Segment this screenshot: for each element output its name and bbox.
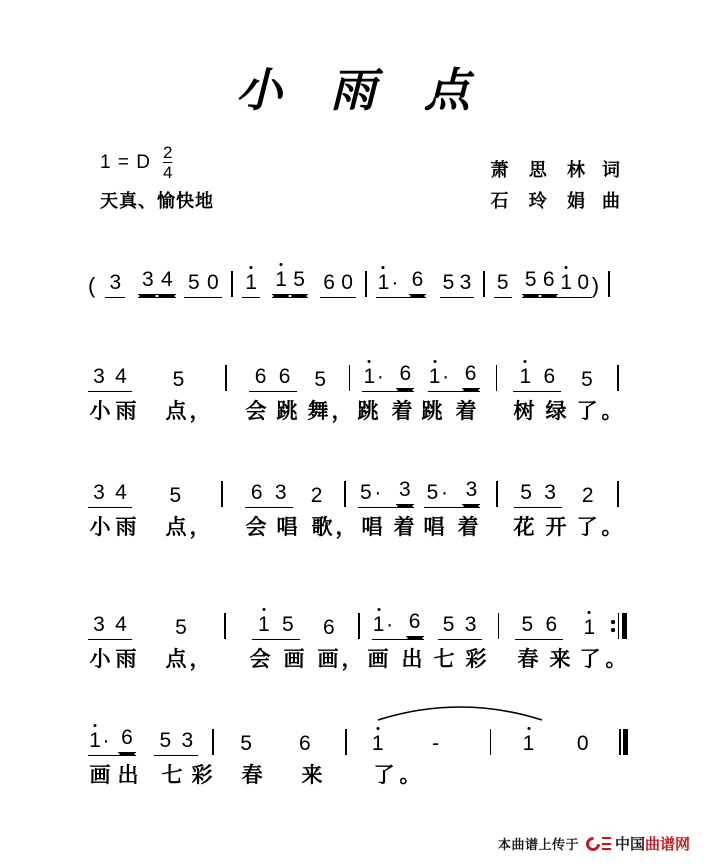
note-l2-m3-1: 5 [360, 481, 372, 504]
lyric-char: 点 [165, 515, 187, 539]
note-l1-m3-2: 6 [396, 362, 414, 389]
note-l1-m1-1: 3 [93, 365, 105, 388]
lyric-char: 点 [165, 647, 187, 671]
qupu-logo-icon [586, 837, 611, 851]
note-intro-m4-1: 5 [494, 271, 512, 298]
note-l3-m1-2: 4 [115, 613, 127, 636]
note-intro-m3-2: 6 [409, 268, 426, 295]
beam-group-l3-m1 [88, 613, 132, 640]
lyric-char: 七 [433, 647, 455, 671]
note-l2-m4-1: 5 [520, 481, 532, 504]
note-l3-m4-3: 1 [579, 616, 599, 640]
note-intro-m2-4: 6 [323, 271, 335, 294]
lyric-char: ， [189, 647, 211, 671]
lyric-char: 春 [241, 763, 263, 787]
lyric-char: 。 [605, 647, 627, 671]
lyric-char: 小 [89, 399, 111, 423]
beam-group-l2-m3b [424, 478, 480, 508]
brand-name-part2: 曲谱网 [644, 835, 690, 853]
lyric-char: 来 [549, 647, 571, 671]
music-system-3 [88, 600, 628, 676]
note-intro-m4-4: 1 [558, 271, 575, 295]
lyric-char: 树 [513, 399, 535, 423]
note-l3-m3-4: 3 [464, 613, 477, 636]
note-l2-m1-2: 4 [115, 481, 127, 504]
lyric-char: 着 [457, 515, 479, 539]
note-intro-m1-1: 3 [105, 271, 125, 298]
repeat-end-barline [618, 613, 627, 639]
composer-credit [490, 186, 620, 217]
note-l3-m1-3: 5 [175, 616, 187, 639]
dotted-rhythm-dot: · [440, 481, 448, 504]
lyric-char: 会 [245, 515, 267, 539]
note-l1-m4-2: 6 [543, 365, 556, 388]
note-row-3 [88, 600, 628, 640]
beam-group-l4-m1b [154, 729, 198, 756]
note-row-1 [88, 352, 628, 392]
footer-attribution [498, 833, 690, 854]
note-intro-m1-4: 5 [187, 271, 200, 294]
beam-group-intro-m4a [522, 268, 558, 298]
barline [496, 365, 498, 391]
beam-group-l2-m1 [88, 481, 132, 508]
beam-group-intro-m2b [320, 271, 356, 298]
lyric-char: 雨 [115, 399, 137, 423]
beam-group-l1-m3b [428, 362, 480, 392]
lyric-char: 春 [517, 647, 539, 671]
barline [490, 729, 492, 755]
barline [617, 481, 619, 507]
note-l3-m4-2: 6 [545, 613, 558, 636]
lyric-char: 彩 [465, 647, 487, 671]
note-l3-m1-1: 3 [93, 613, 105, 636]
lyric-char: 雨 [115, 515, 137, 539]
beam-group-l3-m3a [372, 610, 424, 640]
beam-group-intro-m1b [184, 271, 222, 298]
sustain-dash: - [432, 732, 440, 755]
lyric-char: 了 [576, 515, 598, 539]
note-l3-m4-1: 5 [521, 613, 534, 636]
lyric-char: ， [331, 399, 353, 423]
note-l2-m3-3: 5 [426, 481, 439, 504]
lyric-char: 会 [249, 647, 271, 671]
repeat-barline-dots-icon [611, 613, 614, 639]
intro-open-paren: ( [88, 273, 96, 298]
beam-group-intro-m3a [376, 268, 426, 298]
beam-group-l2-m3a [358, 478, 414, 508]
lyric-char: 着 [455, 399, 477, 423]
note-l1-m1-3: 5 [172, 368, 185, 391]
key-and-time-signature [100, 142, 360, 182]
lyric-char: ， [189, 515, 211, 539]
note-l4-m1-3: 5 [159, 729, 172, 752]
note-l2-m4-2: 3 [544, 481, 556, 504]
lyric-char: 画 [317, 647, 339, 671]
score-header-credits [490, 155, 620, 217]
note-l4-m4-1: 1 [519, 732, 537, 756]
lyric-char: 花 [513, 515, 535, 539]
note-l3-m3-3: 5 [442, 613, 455, 636]
note-l2-m4-3: 2 [581, 484, 594, 507]
note-l4-m4-2: 0 [576, 732, 589, 755]
barline [345, 729, 347, 755]
lyric-char: 七 [161, 763, 183, 787]
note-l2-m2-2: 3 [274, 481, 287, 504]
note-l2-m1-1: 3 [93, 481, 105, 504]
beam-group-l3-m4 [515, 613, 563, 640]
lyric-char: 唱 [361, 515, 383, 539]
composer-name: 石 玲 娟 [490, 191, 592, 212]
note-intro-m4-3: 6 [540, 268, 558, 295]
beam-group-intro-m4b [558, 271, 592, 298]
lyric-char: 了 [576, 399, 598, 423]
note-l1-m1-2: 4 [115, 365, 127, 388]
time-signature [163, 144, 172, 181]
key-signature: 1 = D [100, 152, 151, 173]
beam-group-l2-m4 [514, 481, 562, 508]
lyricist-credit [490, 155, 620, 186]
lyric-char: ， [341, 647, 363, 671]
barline [212, 729, 214, 755]
lyric-row-4 [88, 760, 628, 792]
note-l4-m1-2: 6 [118, 726, 136, 753]
note-l4-m3-1: 1 [369, 732, 387, 756]
note-l1-m4-1: 1 [513, 365, 537, 389]
note-intro-m2-3: 5 [290, 268, 308, 295]
note-intro-m3-1: 1 [377, 271, 390, 294]
lyric-char: 点 [165, 399, 187, 423]
lyric-char: 了 [579, 647, 601, 671]
beam-group-intro-m1a [138, 268, 176, 298]
note-l2-m2-3: 2 [310, 484, 323, 507]
composer-role: 曲 [602, 191, 620, 212]
barline [231, 271, 233, 297]
lyric-char: 出 [117, 763, 139, 787]
barline [224, 613, 226, 639]
lyric-char: 绿 [545, 399, 567, 423]
note-intro-m2-1: 1 [242, 271, 260, 298]
lyric-char: 跳 [357, 399, 379, 423]
time-signature-numerator: 2 [162, 142, 173, 162]
lyric-char: 唱 [276, 515, 298, 539]
lyric-char: 。 [601, 515, 623, 539]
note-l3-m2-2: 5 [281, 613, 294, 636]
note-l4-m1-1: 1 [89, 729, 101, 752]
note-intro-m1-3: 4 [157, 268, 176, 295]
beam-group-intro-m2a [272, 268, 308, 298]
beam-group-l1-m1 [88, 365, 132, 392]
time-signature-denominator: 4 [162, 162, 173, 182]
lyric-char: 雨 [115, 647, 137, 671]
beam-group-l3-m2 [252, 613, 300, 640]
dotted-rhythm-dot: · [102, 729, 110, 752]
beam-group-l4-m1a [88, 726, 136, 756]
lyric-char: 小 [89, 647, 111, 671]
lyric-char: 跳 [276, 399, 298, 423]
note-l1-m4-3: 5 [581, 368, 593, 391]
barline [221, 481, 223, 507]
music-system-intro [88, 258, 628, 298]
note-l2-m1-3: 5 [169, 484, 182, 507]
barline [358, 613, 360, 639]
note-l1-m3-3: 1 [428, 365, 441, 388]
lyric-char: 彩 [191, 763, 213, 787]
music-system-4 [88, 716, 628, 792]
note-row-2 [88, 468, 628, 508]
note-l1-m2-2: 6 [278, 365, 291, 388]
note-l1-m2-3: 5 [314, 368, 327, 391]
beam-group-l2-m2 [245, 481, 293, 508]
lyric-char: 了 [373, 763, 395, 787]
lyric-char: 跳 [421, 399, 443, 423]
note-intro-m3-3: 5 [442, 271, 455, 294]
note-intro-m2-5: 0 [341, 271, 353, 294]
dotted-rhythm-dot: · [391, 271, 399, 294]
note-intro-m2-2: 1 [272, 268, 290, 295]
score-header-left [100, 142, 360, 213]
note-l2-m2-1: 6 [250, 481, 263, 504]
barline [608, 271, 610, 297]
lyric-char: 着 [393, 515, 415, 539]
beam-group-l3-m3b [438, 613, 482, 640]
beam-group-l1-m4 [513, 365, 561, 392]
lyric-char: ， [335, 515, 357, 539]
lyric-char: 画 [367, 647, 389, 671]
lyric-char: 歌 [311, 515, 333, 539]
lyric-char: 舞 [307, 399, 329, 423]
note-intro-m4-2: 5 [522, 268, 540, 295]
dotted-rhythm-dot: · [442, 365, 450, 388]
note-l2-m3-2: 3 [396, 478, 414, 505]
lyric-row-2 [88, 512, 628, 544]
note-l3-m2-1: 1 [252, 613, 276, 637]
barline [617, 365, 619, 391]
barline [225, 365, 227, 391]
lyric-char: 着 [391, 399, 413, 423]
note-intro-m1-2: 3 [138, 268, 157, 295]
tempo-marking: 天真、愉快地 [100, 191, 214, 212]
note-l4-m1-4: 3 [181, 729, 194, 752]
lyric-row-3 [88, 644, 628, 676]
lyricist-name: 萧 思 林 [490, 160, 592, 181]
music-system-2 [88, 468, 628, 544]
beam-group-l1-m3a [362, 362, 414, 392]
beam-group-l1-m2 [249, 365, 297, 392]
lyric-char: ， [189, 399, 211, 423]
lyric-row-1 [88, 396, 628, 428]
lyricist-role: 词 [602, 160, 620, 181]
note-l1-m3-1: 1 [363, 365, 376, 388]
note-l4-m2-2: 6 [299, 732, 311, 755]
lyric-char: 出 [401, 647, 423, 671]
music-system-1 [88, 352, 628, 428]
note-l4-m2-1: 5 [240, 732, 252, 755]
note-row-intro [88, 258, 628, 298]
lyric-char: 唱 [423, 515, 445, 539]
note-l3-m3-2: 6 [406, 610, 424, 637]
barline [483, 271, 485, 297]
lyric-char: 。 [601, 399, 623, 423]
intro-close-paren: ) [591, 273, 600, 298]
lyric-char: 画 [283, 647, 305, 671]
note-row-4 [88, 716, 628, 756]
lyric-char: 开 [545, 515, 567, 539]
note-l2-m3-4: 3 [462, 478, 480, 505]
barline [496, 481, 498, 507]
note-l3-m3-1: 1 [372, 613, 385, 636]
lyric-char: 来 [301, 763, 323, 787]
lyric-char: 画 [89, 763, 111, 787]
dotted-rhythm-dot: · [386, 613, 394, 636]
final-barline [619, 729, 628, 755]
brand-name-part1: 中国 [614, 835, 645, 853]
note-l3-m2-3: 6 [322, 616, 335, 639]
note-l1-m3-4: 6 [462, 362, 480, 389]
note-intro-m4-5: 0 [577, 271, 590, 294]
lyric-char: 。 [399, 763, 421, 787]
beam-group-intro-m3b [440, 271, 474, 298]
note-intro-m1-5: 0 [206, 271, 219, 294]
note-intro-m3-4: 3 [459, 271, 472, 294]
note-l1-m2-1: 6 [254, 365, 267, 388]
lyric-char: 小 [89, 515, 111, 539]
barline [365, 271, 367, 297]
page-title: 小 雨 点 [235, 63, 487, 117]
barline [349, 365, 351, 391]
dotted-rhythm-dot: · [374, 481, 382, 504]
lyric-char: 会 [245, 399, 267, 423]
footer-prefix-text: 本曲谱上传于 [497, 838, 579, 853]
barline [344, 481, 346, 507]
barline [498, 613, 500, 639]
dotted-rhythm-dot: · [376, 365, 384, 388]
